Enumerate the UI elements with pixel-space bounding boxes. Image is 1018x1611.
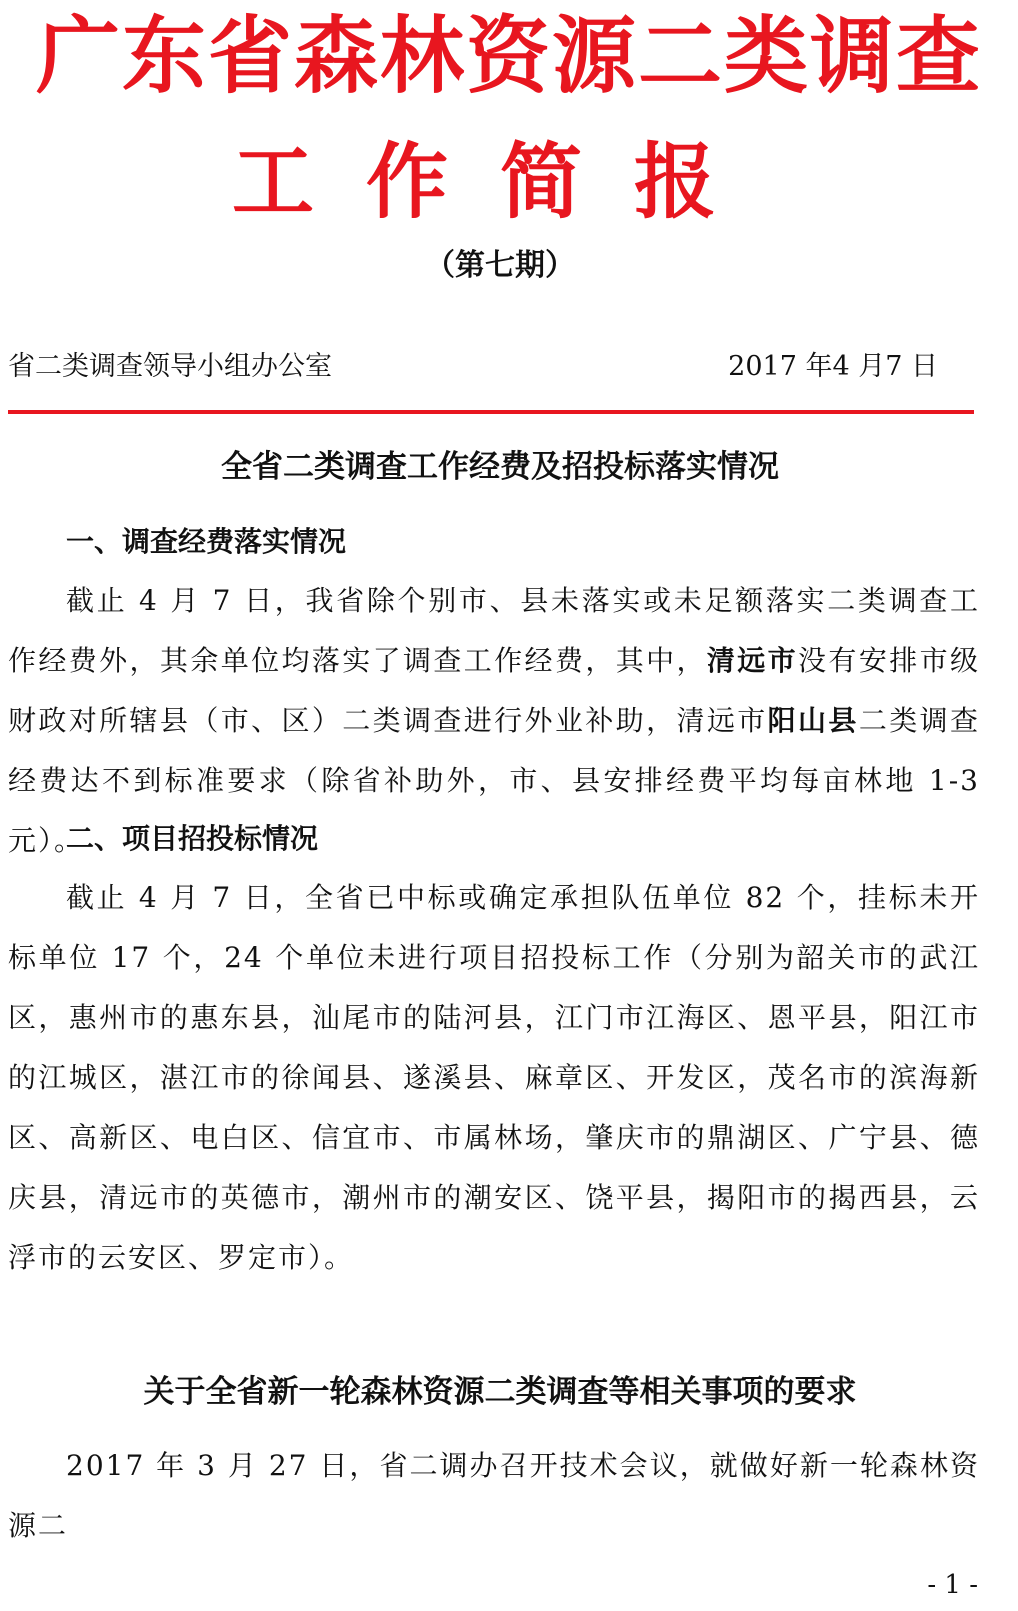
paragraph-funding: 截止 4 月 7 日，我省除个别市、县未落实或未足额落实二类调查工作经费外，其余单位均落实了调查工作经费，其中，清远市没有安排市级财政对所辖县（市、区）二类调查进行外业补助，清远市阳山县二类调查经费达不到标准要求（除省补助外，市、县安排经费平均每亩林地 1-3 元）。 xyxy=(8,584,980,857)
issuer: 省二类调查领导小组办公室 xyxy=(8,351,332,382)
section-heading: 二、项目招投标情况 xyxy=(66,822,319,855)
highlight-yangshan: 阳山县 xyxy=(767,704,859,737)
page-number: - 1 - xyxy=(927,1570,978,1600)
bulletin-title: 广东省森林资源二类调查 xyxy=(35,6,982,105)
highlight-qingyuan: 清远市 xyxy=(706,644,799,677)
issue-date: 2017 年4 月7 日 xyxy=(728,351,938,382)
bulletin-subtitle: 工作简报 xyxy=(231,134,768,230)
paragraph-bidding: 截止 4 月 7 日，全省已中标或确定承担队伍单位 82 个，挂标未开标单位 17 个，24 个单位未进行项目招投标工作（分别为韶关市的武江区，惠州市的惠东县，汕尾市的陆河县，江门市江海区、恩平县，阳江市的江城区，湛江市的徐闻县、遂溪县、麻章区、开发区，茂名市的滨海新区、高新区、电白区、信宜市、市属林场，肇庆市的鼎湖区、广宁县、德庆县，清远市的英德市，潮州市的潮安区、饶平县，揭阳市的揭西县，云浮市的云安区、罗定市）。 xyxy=(8,881,980,1274)
article-title: 关于全省新一轮森林资源二类调查等相关事项的要求 xyxy=(143,1374,857,1410)
section-heading: 一、调查经费落实情况 xyxy=(66,525,347,558)
article-title: 全省二类调查工作经费及招投标落实情况 xyxy=(221,449,779,485)
header-divider xyxy=(8,410,974,414)
issue-number: （第七期） xyxy=(425,248,575,283)
paragraph-meeting: 2017 年 3 月 27 日，省二调办召开技术会议，就做好新一轮森林资源二 xyxy=(8,1449,980,1542)
